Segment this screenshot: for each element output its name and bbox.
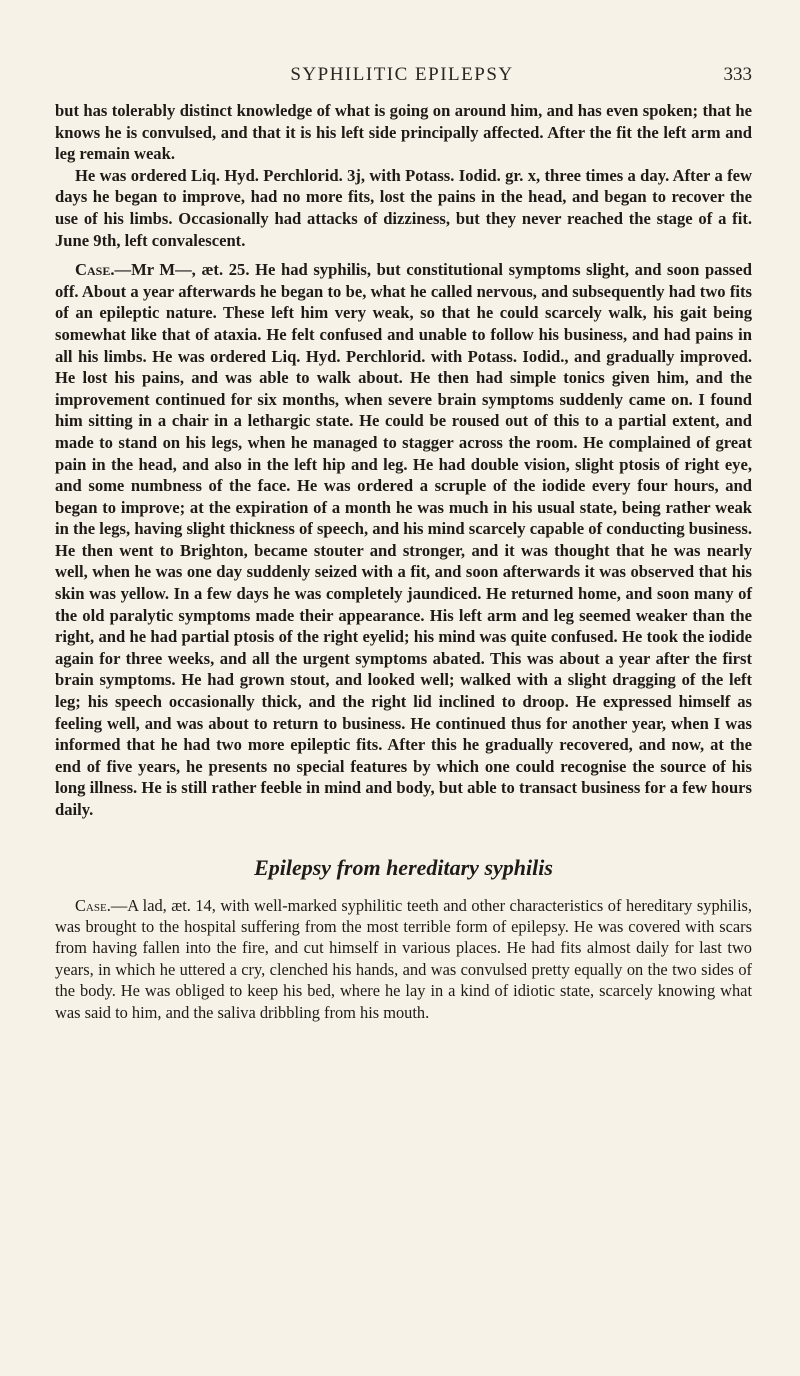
page-header (52, 64, 752, 92)
running-head: SYPHILITIC EPILEPSY (290, 64, 514, 85)
case-paragraph-hereditary (55, 895, 752, 1023)
case-paragraph (55, 259, 752, 820)
paragraph-treatment: He was ordered Liq. Hyd. Perchlorid. 3j, with Potass. Iodid. gr. x, three times a day. After a few days he began to improve, had no more fits, lost the pains in the head, and began to recover the use of his limbs. Occasionally had attacks of dizziness, but they never reached the stage of a fit. June 9th, left convalescent. (55, 165, 752, 250)
case-label-hereditary: Case. (75, 895, 111, 915)
page-number: 333 (723, 64, 752, 85)
body-text (55, 100, 752, 1023)
section-heading: Epilepsy from hereditary syphilis (254, 854, 553, 880)
case-label: Case. (75, 260, 115, 280)
case-text: —Mr M—, æt. 25. He had syphilis, but constitutional symptoms slight, and soon passed off. About a year afterwards he began to be, what he called nervous, and subsequently had two fits of an epileptic nature. These left him very weak, so that he could scarcely walk, his gait being somewhat like that of ataxia. He felt confused and unable to follow his business, and had pains in all his limbs. He was ordered Liq. Hyd. Perchlorid. with Potass. Iodid., and gradually improved. He lost his pains, and was able to walk about. He then had simple tonics given him, and the improvement continued for six months, when severe brain symptoms suddenly came on. I found him sitting in a chair in a lethargic state. He could be roused out of this to a partial extent, and made to stand on his legs, when he managed to stagger across the room. He complained of great pain in the head, and also in the left hip and leg. He had double vision, slight ptosis of right eye, and some numbness of the face. He was ordered a scruple of the iodide every four hours, and began to improve; at the expiration of a month he was much in his usual state, being rather weak in the legs, having slight thickness of speech, and his mind scarcely capable of conducting business. He then went to Brighton, became stouter and stronger, and it was thought that he was nearly well, when he was one day suddenly seized with a fit, and soon afterwards it was observed that his skin was yellow. In a few days he was completely jaundiced. He returned home, and soon many of the old paralytic symptoms made their appearance. His left arm and leg seemed weaker than the right, and he had partial ptosis of the right eyelid; his mind was quite confused. He took the iodide again for three weeks, and all the urgent symptoms abated. This was about a year after the first brain symptoms. He had grown stout, and looked well; walked with a slight dragging of the left leg; his speech occasionally thick, and the right lid inclined to droop. He expressed himself as feeling well, and was about to return to business. He continued thus for another year, when I was informed that he had two more epileptic fits. After this he gradually recovered, and now, at the end of five years, he presents no special features by which one could recognise the source of his long illness. He is still rather feeble in mind and body, but able to transact business for a few hours daily. (55, 260, 752, 819)
case-text-hereditary: —A lad, æt. 14, with well-marked syphilitic teeth and other characteristics of hereditary syphilis, was brought to the hospital suffering from the most terrible form of epilepsy. He was covered with scars from having fallen into the fire, and cut himself in various places. He had fits almost daily for last two years, in which he uttered a cry, clenched his hands, and was convulsed pretty equally on the two sides of the body. He was obliged to keep his bed, where he lay in a kind of idiotic state, scarcely knowing what was said to him, and the saliva dribbling from his mouth. (55, 895, 752, 1022)
paragraph-continuation: but has tolerably distinct knowledge of what is going on around him, and has even spoken; that he knows he is convulsed, and that it is his left side principally affected. After the fit the left arm and leg remain weak. (55, 101, 752, 164)
